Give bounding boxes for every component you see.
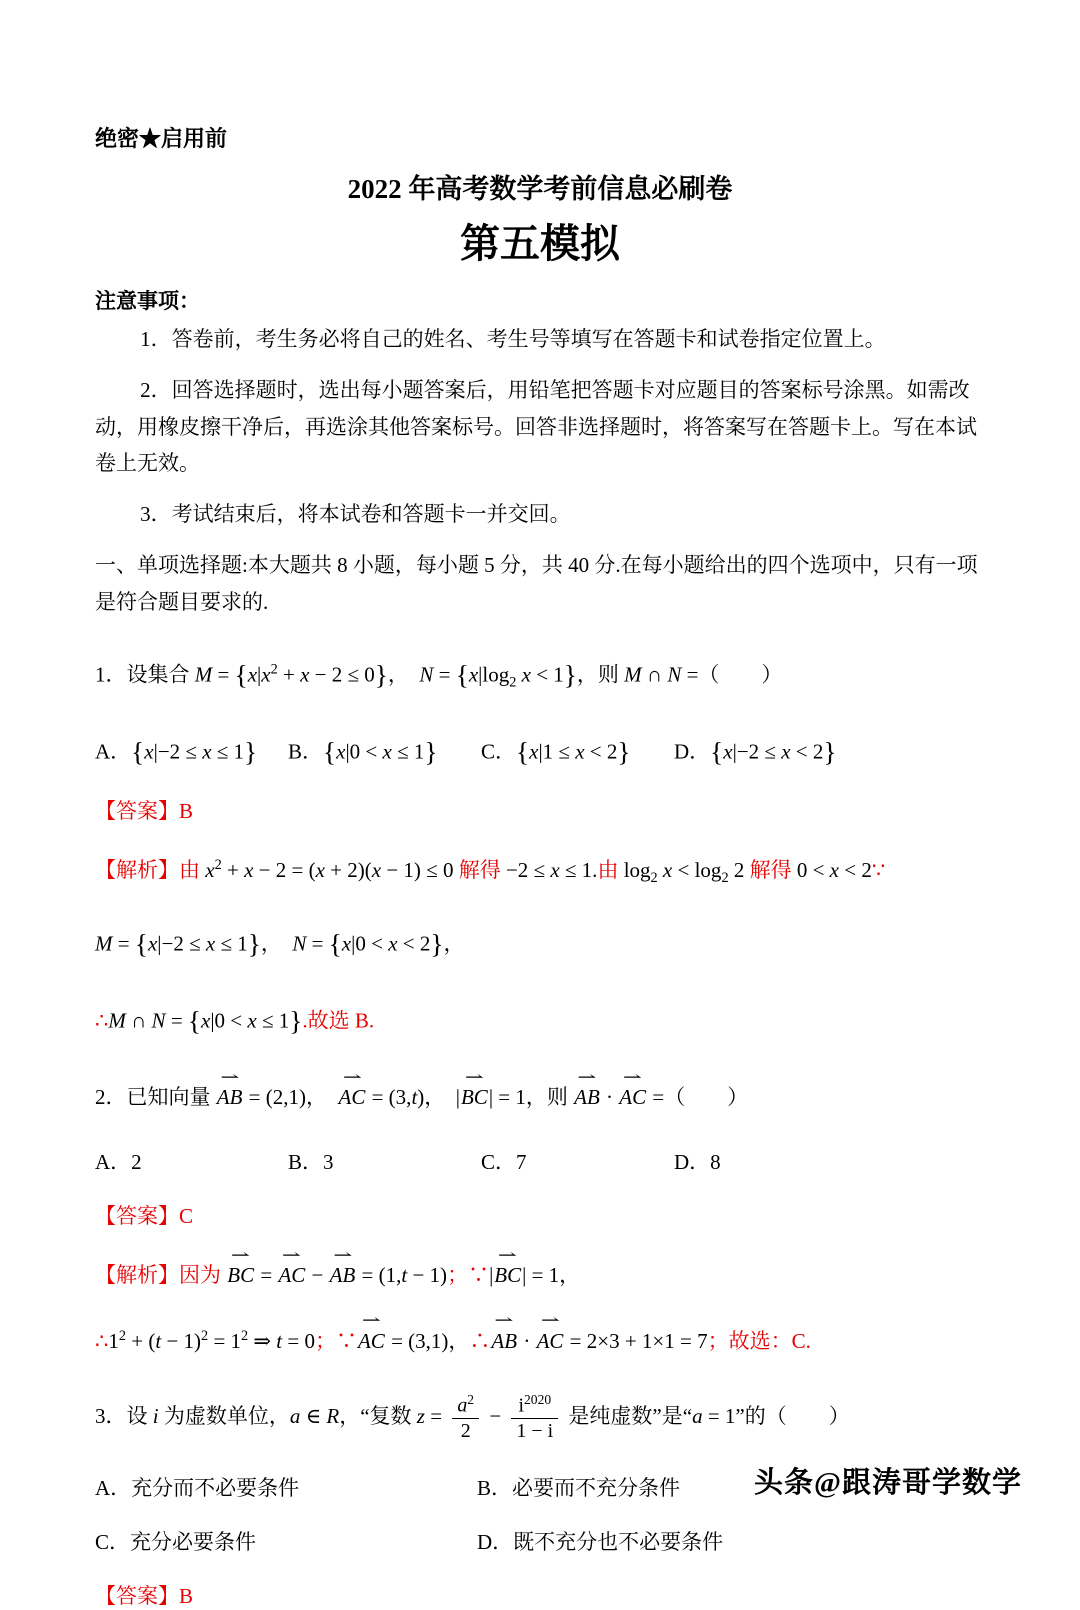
question-3-answer: 【答案】B: [95, 1583, 194, 1608]
question-1-stem: 1．设集合 $M = \{x|x^2 + x - 2 \le 0\}$， $N = \{x|\log_2$ x < 1}，则 M ∩ N =（ ）: [95, 660, 783, 691]
question-3-stem: 3．设 i 为虚数单位，a ∈ R，“复数 z = $\frac{a^2}{2}$ − $\frac{i^{2020}}{1 - i}$ 是纯虚数”是“a = 1”的（ ）: [95, 1391, 850, 1443]
question-1-answer: 【答案】B: [95, 799, 194, 824]
option-b: B．必要而不充分条件: [477, 1476, 681, 1501]
option-b: B．3: [288, 1150, 334, 1175]
option-a: A．充分而不必要条件: [95, 1476, 300, 1501]
question-1-analysis-line-2: M = {x|−2 ≤ x ≤ 1}， N = {x|0 < x < 2}，: [95, 928, 465, 959]
option-c: C．7: [481, 1150, 527, 1175]
option-d: D．既不充分也不必要条件: [477, 1530, 724, 1555]
option-a: A．2: [95, 1150, 142, 1175]
option-c: C．{x|1 ≤ x < 2}: [481, 737, 631, 768]
option-c: C．充分必要条件: [95, 1530, 257, 1555]
question-1-analysis-line-1: 【解析】由 $x^2 + x - 2 = (x + 2)(x - 1) \le 0$ 解得 −2 ≤ x ≤ 1.由 $\log_2 x < \log_2 2$ 解得 0 < x < 2∵: [95, 857, 886, 887]
question-2-options: [95, 1144, 985, 1182]
option-d: D．{x|−2 ≤ x < 2}: [674, 737, 837, 768]
exam-subtitle: 第五模拟: [460, 221, 620, 266]
question-2-stem: 2．已知向量 AB ⇀ = (2,1)， AC ⇀ = (3,t)， |BC ⇀| = 1，则 AB ⇀ · AC ⇀ =（ ）: [95, 1078, 985, 1118]
notice-item-2: 2．回答选择题时，选出每小题答案后，用铅笔把答题卡对应题目的答案标号涂黑。如需改动，用橡皮擦干净后，再选涂其他答案标号。回答非选择题时，将答案写在答题卡上。写在本试卷上无效。: [95, 377, 977, 476]
notice-heading: 注意事项：: [95, 289, 200, 313]
notice-item-1: 1．答卷前，考生务必将自己的姓名、考生号等填写在答题卡和试卷指定位置上。: [140, 327, 886, 351]
question-1-options: [95, 728, 985, 777]
watermark: 头条@跟涛哥学数学: [754, 1467, 1022, 1499]
question-1-analysis-line-3: ∴M ∩ N = {x|0 < x ≤ 1}.故选 B.: [95, 1006, 375, 1037]
question-2-analysis-line-1: 【解析】因为 BC ⇀ = AC ⇀ − AB ⇀ = (1,t − 1)；∵|BC ⇀| = 1，: [95, 1256, 985, 1296]
notice-item-3: 3．考试结束后，将本试卷和答题卡一并交回。: [140, 502, 571, 526]
exam-title: 2022 年高考数学考前信息必刷卷: [347, 174, 733, 204]
option-b: B．{x|0 < x ≤ 1}: [288, 737, 438, 768]
section-title: 一、单项选择题:本大题共 8 小题，每小题 5 分，共 40 分.在每小题给出的四个选项中，只有一项是符合题目要求的.: [95, 552, 978, 614]
question-2-answer: 【答案】C: [95, 1203, 194, 1228]
question-2-analysis-line-2: $\therefore 1^2 + (t - 1)^2 = 1^2$ ⇒ t = 0；∵AC ⇀ = (3,1)，∴AB ⇀ · AC ⇀ = 2×3 + 1×1 = 7；故选：C.: [95, 1322, 985, 1362]
option-d: D．8: [674, 1150, 721, 1175]
security-label: 绝密★启用前: [95, 126, 228, 151]
option-a: A．{x|−2 ≤ x ≤ 1}: [95, 737, 258, 768]
